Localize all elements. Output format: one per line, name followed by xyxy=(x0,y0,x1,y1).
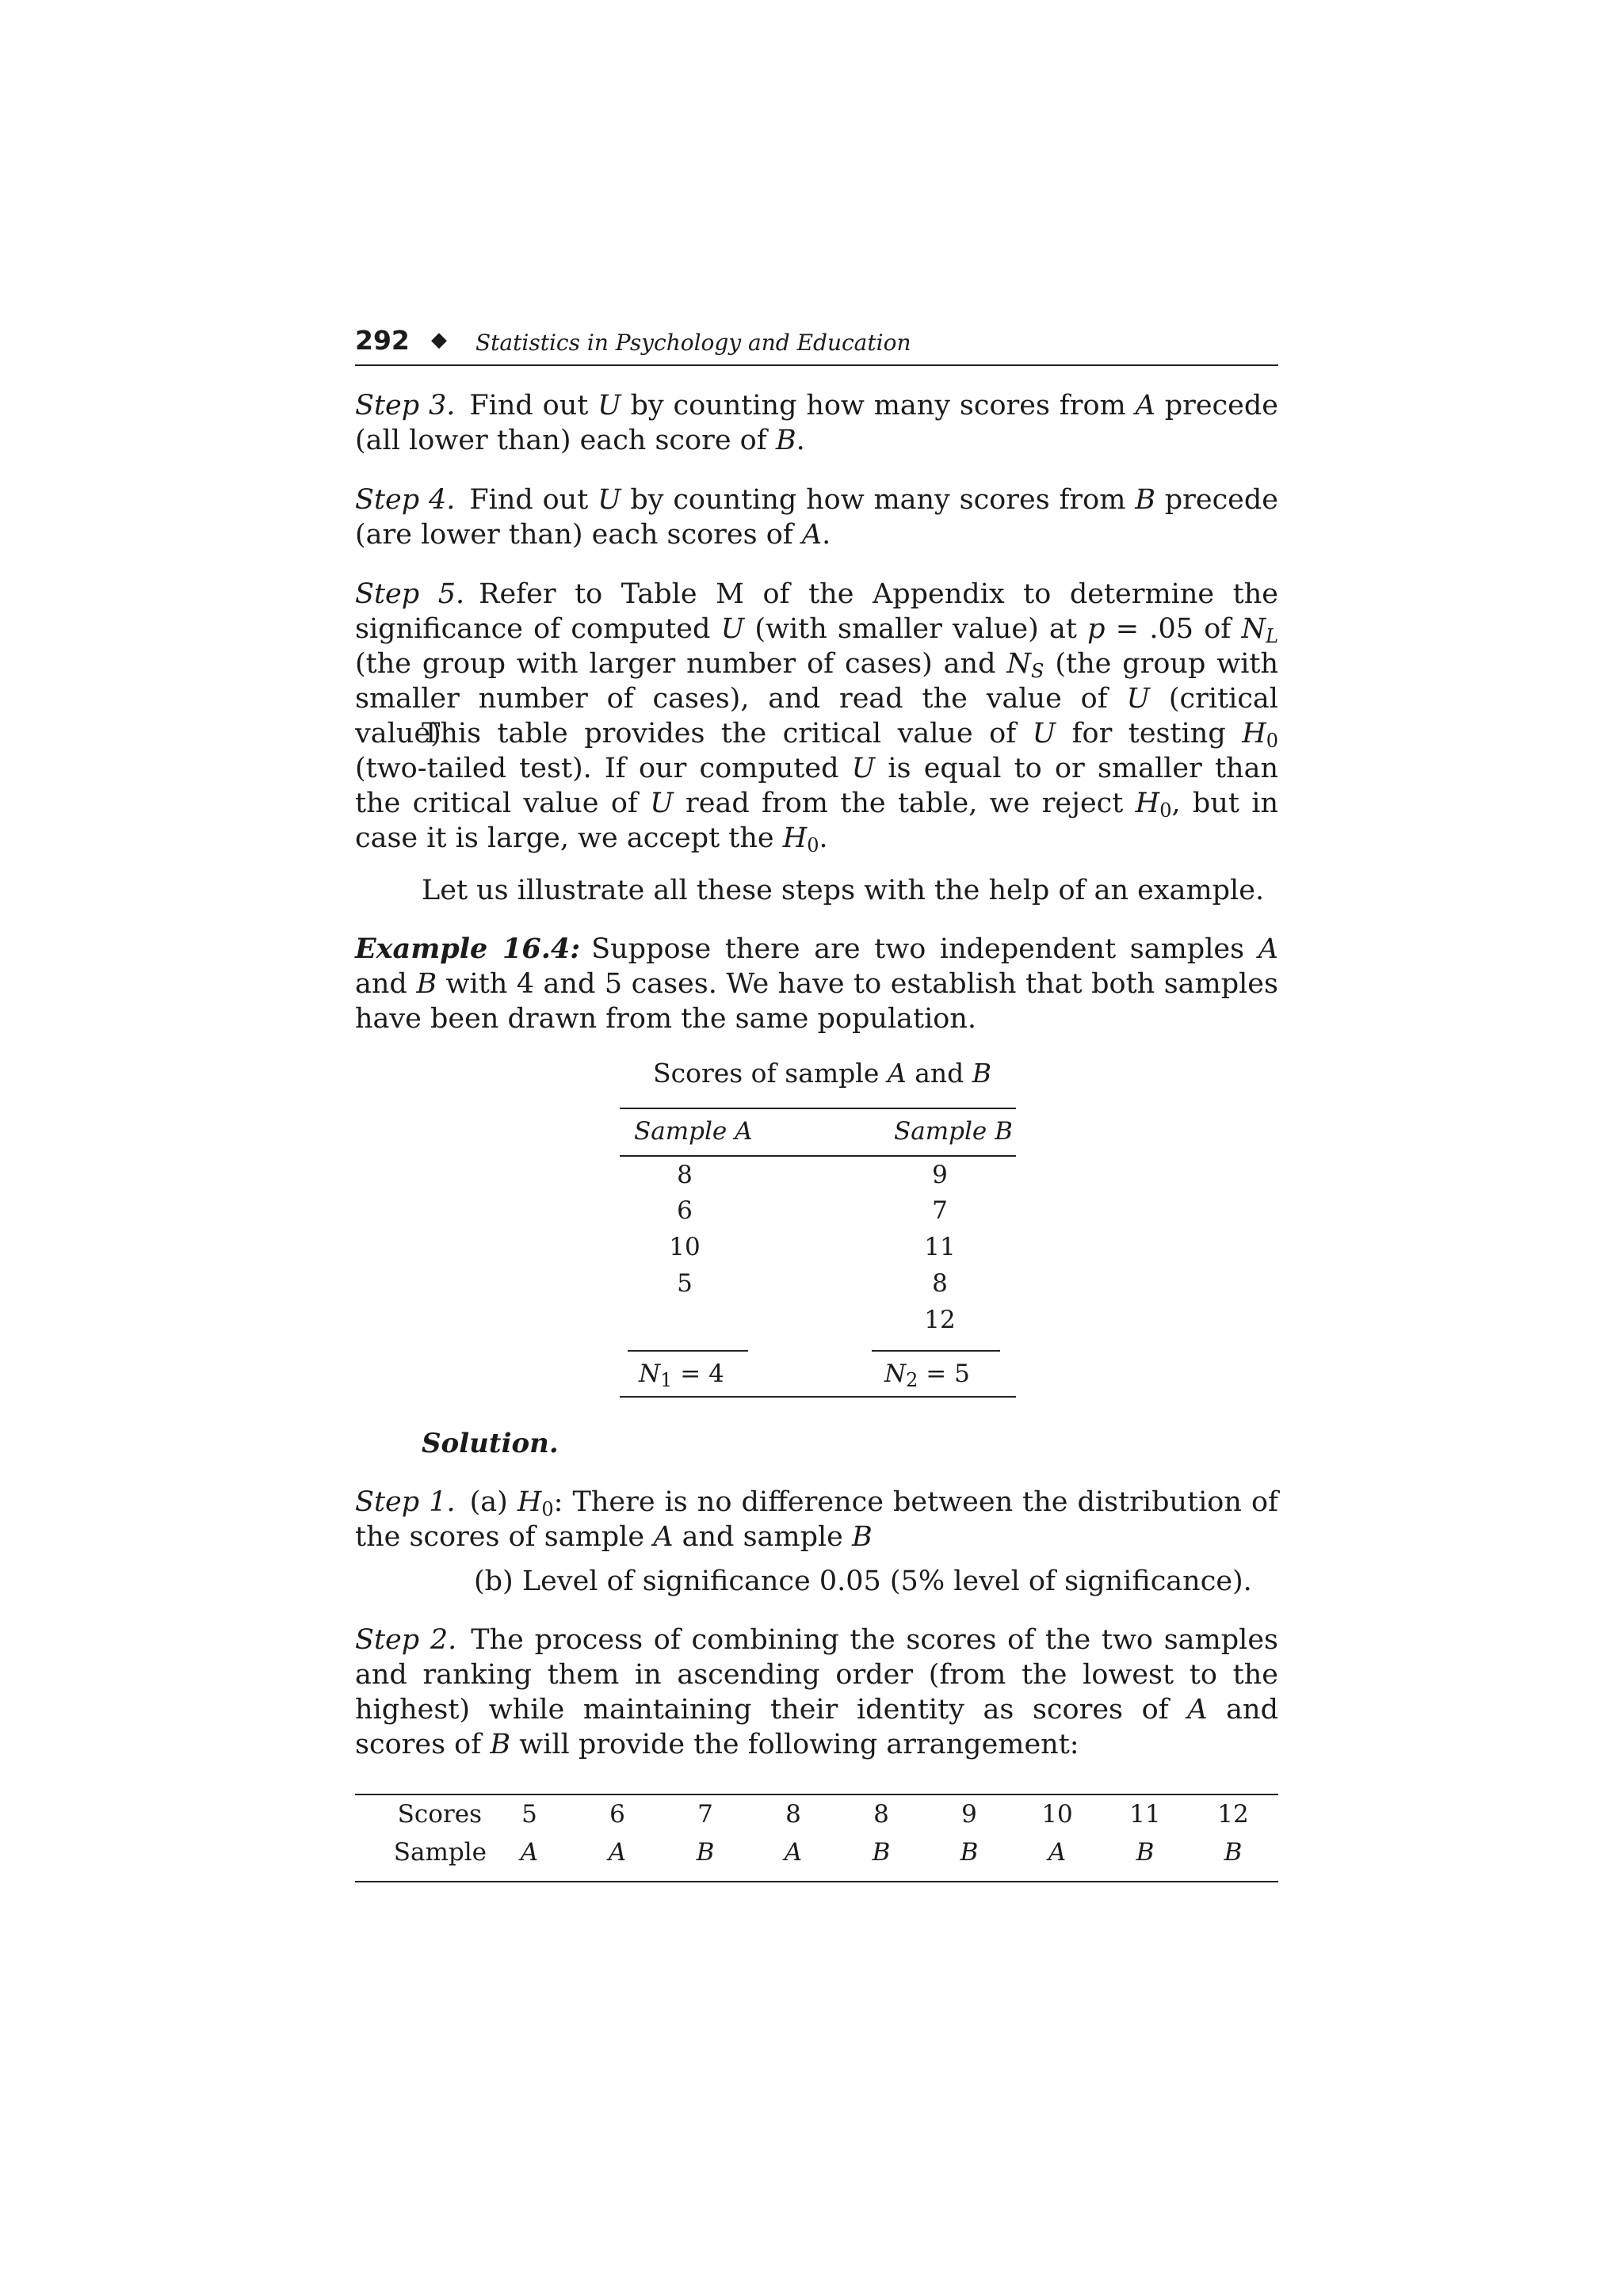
subscript-0: 0 xyxy=(1266,730,1278,752)
text-run: and scores of xyxy=(355,1694,1278,1760)
example-paragraph xyxy=(355,932,1278,1036)
score-cell: 8 xyxy=(785,1800,801,1829)
symbol-n: N xyxy=(639,1360,661,1388)
symbol-n: N xyxy=(1006,648,1031,680)
symbol-p: p xyxy=(1087,613,1106,645)
sample-b-value: 8 xyxy=(932,1269,948,1298)
sample-cell: B xyxy=(960,1838,979,1867)
sample-a-value: 6 xyxy=(677,1196,693,1225)
step-1-label: Step 1. xyxy=(355,1486,456,1518)
text-run: Refer to Table M of the Appendix to determine the significance of computed xyxy=(355,578,1278,645)
sample-cell: A xyxy=(520,1838,539,1867)
step-4-paragraph xyxy=(355,482,1278,552)
symbol-u: U xyxy=(720,613,745,645)
subscript-2: 2 xyxy=(906,1369,918,1391)
text-run: Scores of sample xyxy=(653,1058,888,1089)
text-run: = 5 xyxy=(918,1360,970,1388)
text-run: precede (all lower than) each score of xyxy=(355,390,1278,456)
subscript-0: 0 xyxy=(541,1498,554,1520)
score-cell: 11 xyxy=(1129,1800,1161,1829)
sample-row-label: Sample xyxy=(393,1838,487,1867)
symbol-a: A xyxy=(801,519,823,551)
step-1-b-line: (b) Level of significance 0.05 (5% level of significance). xyxy=(474,1566,1252,1597)
sample-b-value: 11 xyxy=(924,1233,956,1261)
score-cell: 10 xyxy=(1041,1800,1073,1829)
text-run: The process of combining the scores of the two samples and ranking them in ascending order (from the lowest to the highest) while maintaining their identity as scores of xyxy=(355,1624,1279,1726)
scores-row-label: Scores xyxy=(397,1800,482,1829)
ranking-sample-row xyxy=(355,1838,1278,1873)
column-header-sample-a: Sample A xyxy=(634,1117,753,1146)
text-run: Find out xyxy=(469,484,598,516)
text-run: by counting how many scores from xyxy=(621,390,1136,421)
text-run: with 4 and 5 cases. We have to establish that both samples have been drawn from the same population. xyxy=(355,968,1278,1035)
symbol-h: H xyxy=(1135,788,1160,819)
symbol-a: A xyxy=(1135,390,1155,421)
score-cell: 5 xyxy=(521,1800,537,1829)
sample-a-value: 8 xyxy=(677,1161,693,1189)
sum-rule-b xyxy=(872,1350,1000,1352)
symbol-b: B xyxy=(416,968,437,1000)
symbol-u: U xyxy=(598,484,621,516)
n1-total xyxy=(639,1360,724,1391)
sum-rule-a xyxy=(628,1350,748,1352)
text-run: and xyxy=(906,1058,972,1089)
diamond-icon: ◆ xyxy=(431,328,447,352)
score-cell: 6 xyxy=(609,1800,625,1829)
text-run: . xyxy=(822,519,831,551)
ranking-scores-row xyxy=(355,1800,1278,1835)
n2-total xyxy=(884,1360,970,1391)
book-title: Statistics in Psychology and Education xyxy=(475,330,911,356)
step-1-paragraph xyxy=(355,1485,1278,1554)
sample-a-value: 5 xyxy=(677,1269,693,1298)
text-run: and sample xyxy=(673,1521,853,1553)
text-run: This table provides the critical value of xyxy=(422,718,1033,749)
symbol-b: B xyxy=(1135,484,1155,516)
symbol-b: B xyxy=(972,1058,992,1089)
score-cell: 12 xyxy=(1217,1800,1249,1829)
symbol-a: A xyxy=(1258,933,1278,965)
symbol-h: H xyxy=(1242,718,1266,749)
sample-b-value: 7 xyxy=(932,1196,948,1225)
text-run: is equal to or smaller than the critical value of xyxy=(355,753,1278,819)
subscript-0: 0 xyxy=(1159,799,1172,822)
sample-cell: B xyxy=(696,1838,715,1867)
symbol-u: U xyxy=(851,753,876,784)
sample-cell: A xyxy=(784,1838,803,1867)
sample-b-value: 9 xyxy=(932,1161,948,1189)
ranking-table-top-rule xyxy=(355,1794,1278,1795)
step-4-label: Step 4. xyxy=(355,484,456,516)
solution-heading: Solution. xyxy=(422,1428,559,1459)
text-run: for testing xyxy=(1056,718,1243,749)
score-cell: 7 xyxy=(697,1800,713,1829)
illustrate-paragraph: Let us illustrate all these steps with the help of an example. xyxy=(422,875,1265,906)
subscript-l: L xyxy=(1266,625,1278,647)
text-run: (two-tailed test). If our computed xyxy=(355,753,852,784)
text-run: Find out xyxy=(469,390,598,421)
text-run: (with smaller value) at xyxy=(744,613,1088,645)
step-3-paragraph xyxy=(355,388,1278,458)
symbol-u: U xyxy=(1032,718,1056,749)
sample-b-value: 12 xyxy=(924,1306,956,1334)
text-run: Suppose there are two independent samples xyxy=(591,933,1258,965)
sample-cell: A xyxy=(1048,1838,1067,1867)
symbol-b: B xyxy=(852,1521,873,1553)
running-header xyxy=(355,325,1278,366)
subscript-s: S xyxy=(1031,660,1044,682)
symbol-n: N xyxy=(1241,613,1266,645)
text-run: precede (are lower than) each scores of xyxy=(355,484,1278,551)
symbol-u: U xyxy=(650,788,674,819)
table-top-rule xyxy=(620,1108,1016,1109)
table-bottom-rule xyxy=(620,1396,1016,1398)
step-2-label: Step 2. xyxy=(355,1624,457,1656)
text-run: = .05 of xyxy=(1105,613,1242,645)
step-5-label: Step 5. xyxy=(355,578,465,610)
text-run: read from the table, we reject xyxy=(673,788,1136,819)
subscript-1: 1 xyxy=(660,1369,673,1391)
sample-cell: A xyxy=(608,1838,627,1867)
critical-value-paragraph xyxy=(355,716,1278,856)
symbol-h: H xyxy=(782,822,808,854)
symbol-u: U xyxy=(1126,683,1151,715)
text-run: will provide the following arrangement: xyxy=(510,1729,1079,1760)
text-run: , but in case it is large, we accept the xyxy=(355,788,1279,854)
step-2-paragraph xyxy=(355,1623,1278,1762)
text-run: (the group with smaller number of cases), and read the value of xyxy=(355,648,1279,715)
step-3-label: Step 3. xyxy=(355,390,456,421)
symbol-h: H xyxy=(517,1486,542,1518)
symbol-a: A xyxy=(1187,1694,1208,1726)
score-cell: 8 xyxy=(873,1800,889,1829)
symbol-n: N xyxy=(884,1360,907,1388)
page-number: 292 xyxy=(355,325,410,356)
text-run: (critical value). xyxy=(355,683,1278,749)
column-header-sample-b: Sample B xyxy=(894,1117,1013,1146)
text-run: = 4 xyxy=(672,1360,724,1388)
subscript-0: 0 xyxy=(807,834,819,856)
symbol-a: A xyxy=(887,1058,907,1089)
scores-table-caption xyxy=(653,1058,1049,1089)
table-header-rule xyxy=(620,1155,1016,1157)
text-run: by counting how many scores from xyxy=(621,484,1136,516)
text-run: and xyxy=(355,968,417,1000)
ranking-table-bottom-rule xyxy=(355,1881,1278,1882)
sample-cell: B xyxy=(872,1838,891,1867)
text-run: (a) xyxy=(469,1486,517,1518)
sample-a-value: 10 xyxy=(669,1233,701,1261)
text-run: . xyxy=(819,822,828,854)
symbol-b: B xyxy=(775,425,796,456)
symbol-a: A xyxy=(653,1521,674,1553)
score-cell: 9 xyxy=(961,1800,977,1829)
symbol-b: B xyxy=(490,1729,511,1760)
sample-cell: B xyxy=(1136,1838,1155,1867)
sample-cell: B xyxy=(1224,1838,1243,1867)
text-run: : There is no difference between the distribution of the scores of sample xyxy=(355,1486,1278,1553)
symbol-u: U xyxy=(598,390,621,421)
example-label: Example 16.4: xyxy=(355,933,581,965)
text-run: (the group with larger number of cases) and xyxy=(355,648,1007,680)
text-run: . xyxy=(796,425,805,456)
